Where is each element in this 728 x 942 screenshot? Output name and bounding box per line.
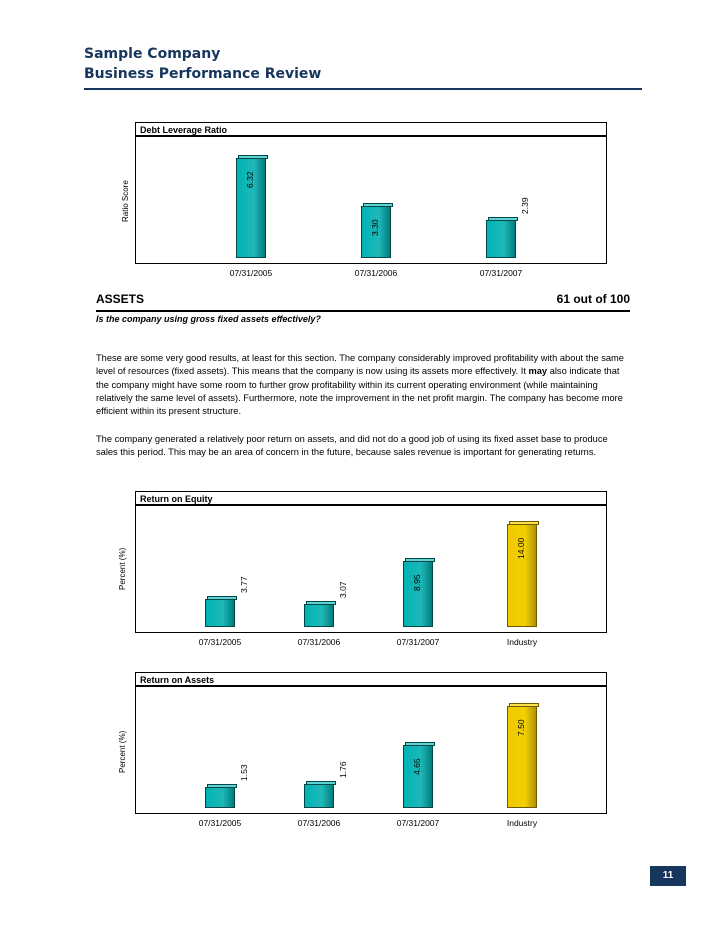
return-on-equity-bar <box>403 561 433 627</box>
return-on-equity-x-tick-label: 07/31/2005 <box>198 637 242 647</box>
debt-leverage-ratio-y-axis-label: Ratio Score <box>121 180 130 222</box>
section-heading <box>96 290 630 312</box>
return-on-assets-y-axis-label: Percent (%) <box>118 730 127 773</box>
debt-leverage-ratio-bar-cap <box>238 155 268 159</box>
return-on-assets-bar <box>403 745 433 808</box>
debt-leverage-ratio-value-label: 2.39 <box>520 197 530 214</box>
debt-leverage-ratio-x-tick-label: 07/31/2006 <box>354 268 398 278</box>
return-on-assets-bar-cap <box>207 784 237 788</box>
return-on-equity-value-label: 3.77 <box>239 576 249 593</box>
return-on-assets-value-label: 1.53 <box>239 764 249 781</box>
report-title: Business Performance Review <box>84 66 322 82</box>
return-on-equity-title: Return on Equity <box>135 491 607 505</box>
return-on-assets-value-label: 4.65 <box>412 758 422 775</box>
debt-leverage-ratio-x-tick-label: 07/31/2007 <box>479 268 523 278</box>
debt-leverage-ratio-bar <box>486 220 516 258</box>
debt-leverage-ratio-bar-cap <box>363 203 393 207</box>
section-score: 61 out of 100 <box>556 292 630 306</box>
return-on-equity-bar <box>205 599 235 627</box>
return-on-assets-title: Return on Assets <box>135 672 607 686</box>
company-name: Sample Company <box>84 46 221 62</box>
return-on-equity-x-tick-label: 07/31/2007 <box>396 637 440 647</box>
return-on-assets-bar <box>205 787 235 808</box>
return-on-assets-bar-cap <box>509 703 539 707</box>
return-on-assets-bar <box>304 784 334 808</box>
return-on-assets-value-label: 7.50 <box>516 719 526 736</box>
return-on-equity-bar-cap <box>509 521 539 525</box>
page-number: 11 <box>650 866 686 886</box>
header-rule <box>84 88 642 90</box>
return-on-equity-bar-cap <box>207 596 237 600</box>
return-on-assets-x-tick-label: Industry <box>506 818 538 828</box>
return-on-assets-value-label: 1.76 <box>338 761 348 778</box>
debt-leverage-ratio-x-tick-label: 07/31/2005 <box>229 268 273 278</box>
section-title: ASSETS <box>96 292 145 306</box>
return-on-equity-bar <box>304 604 334 627</box>
return-on-equity-y-axis-label: Percent (%) <box>118 547 127 590</box>
paragraph-2: The company generated a relatively poor return on assets, and did not do a good job of using its fixed asset base to produce sales this period. This may be an area of concern in the future, because sales revenue is important for generating returns. <box>96 434 608 458</box>
return-on-assets-x-tick-label: 07/31/2007 <box>396 818 440 828</box>
return-on-equity-bar-cap <box>405 558 435 562</box>
return-on-equity-value-label: 14.00 <box>516 537 526 559</box>
debt-leverage-ratio-value-label: 6.32 <box>245 171 255 188</box>
return-on-equity-value-label: 8.95 <box>412 574 422 591</box>
paragraph-1: These are some very good results, at least for this section. The company considerably improved profitability with about the same level of resources (fixed assets). This means that the company is now using its assets more effectively. It may also indicate that the company might have some room to further grow profitability within its current operating environment (while maintaining relatively the same level of assets). Furthermore, note the improvement in the net profit margin. The company has become more efficient within its present structure. <box>96 353 624 417</box>
return-on-equity-value-label: 3.07 <box>338 581 348 598</box>
emphasis-may: may <box>528 366 548 377</box>
debt-leverage-ratio-value-label: 3.30 <box>370 219 380 236</box>
return-on-assets-bar-cap <box>405 742 435 746</box>
return-on-equity-x-tick-label: Industry <box>506 637 538 647</box>
return-on-equity-x-tick-label: 07/31/2006 <box>297 637 341 647</box>
return-on-equity-bar-cap <box>306 601 336 605</box>
section-question: Is the company using gross fixed assets effectively? <box>96 314 321 324</box>
return-on-assets-x-tick-label: 07/31/2006 <box>297 818 341 828</box>
return-on-assets-bar-cap <box>306 781 336 785</box>
debt-leverage-ratio-bar-cap <box>488 217 518 221</box>
document-header <box>84 44 321 84</box>
debt-leverage-ratio-title: Debt Leverage Ratio <box>135 122 607 136</box>
return-on-assets-x-tick-label: 07/31/2005 <box>198 818 242 828</box>
